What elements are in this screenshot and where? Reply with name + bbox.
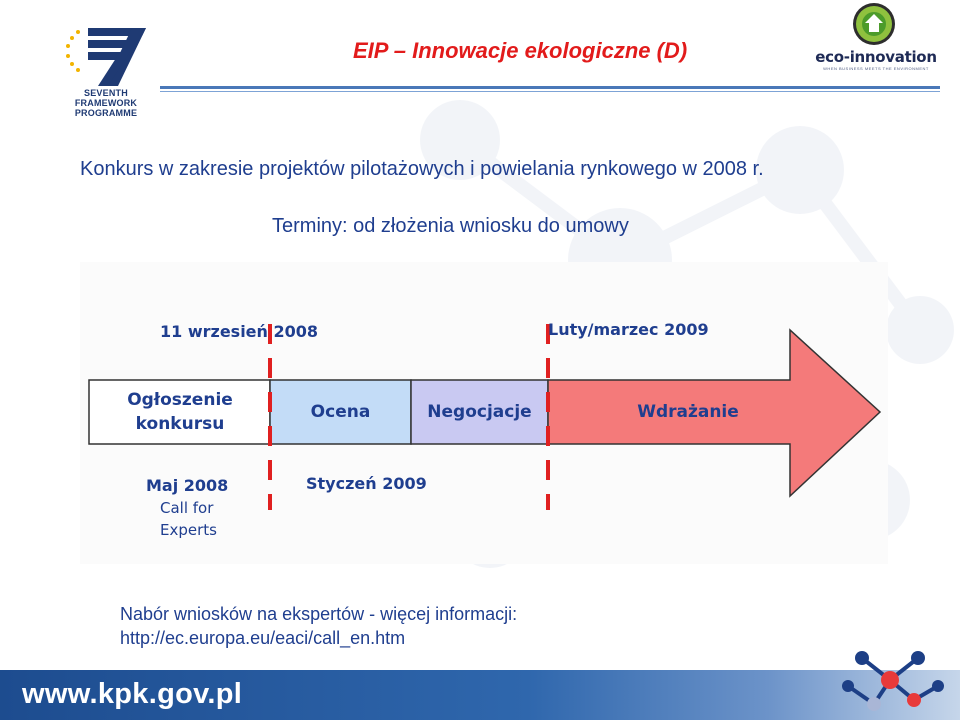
fp7-line-1: SEVENTH FRAMEWORK [74, 88, 138, 108]
eco-innovation-logo-subtext: WHEN BUSINESS MEETS THE ENVIRONMENT [823, 66, 929, 71]
info-block [120, 602, 517, 650]
call-for-label: Call for [160, 499, 214, 517]
date-january-2009: Styczeń 2009 [306, 474, 427, 493]
stage-ocena-label: Ocena [310, 402, 371, 422]
date-may-2008: Maj 2008 [146, 476, 229, 495]
timeline-diagram [80, 262, 888, 564]
footer-molecule-icon [840, 646, 950, 720]
fp7-logo-text [58, 88, 154, 118]
experts-label: Experts [160, 521, 217, 539]
info-text: Nabór wniosków na ekspertów - więcej informacji: [120, 604, 518, 624]
stage-ogloszenie-label [90, 380, 270, 444]
eco-innovation-logo-text: eco-innovation [815, 48, 937, 66]
slide-title: EIP – Innowacje ekologiczne (D) [353, 38, 688, 63]
stage-ogloszenie-line-1: Ogłoszenie [127, 390, 233, 410]
date-feb-march-2009: Luty/marzec 2009 [548, 320, 709, 339]
header-rule-thin [160, 91, 940, 92]
stage-wdrazanie-label: Wdrażanie [637, 402, 739, 422]
stage-negocjacje-label: Negocjacje [427, 402, 532, 422]
date-september-2008: 11 wrzesień 2008 [160, 322, 319, 341]
footer-url-link[interactable]: www.kpk.gov.pl [22, 678, 243, 710]
footer-bar [0, 670, 960, 720]
fp7-line-2: PROGRAMME [74, 108, 138, 118]
section-heading: Terminy: od złożenia wniosku do umowy [272, 215, 629, 237]
stage-ogloszenie-line-2: konkursu [135, 414, 225, 434]
info-url-link[interactable]: http://ec.europa.eu/eaci/call_en.htm [120, 628, 406, 648]
header-rule [160, 86, 940, 89]
slide-subtitle: Konkurs w zakresie projektów pilotażowych i powielania rynkowego w 2008 r. [80, 158, 764, 180]
